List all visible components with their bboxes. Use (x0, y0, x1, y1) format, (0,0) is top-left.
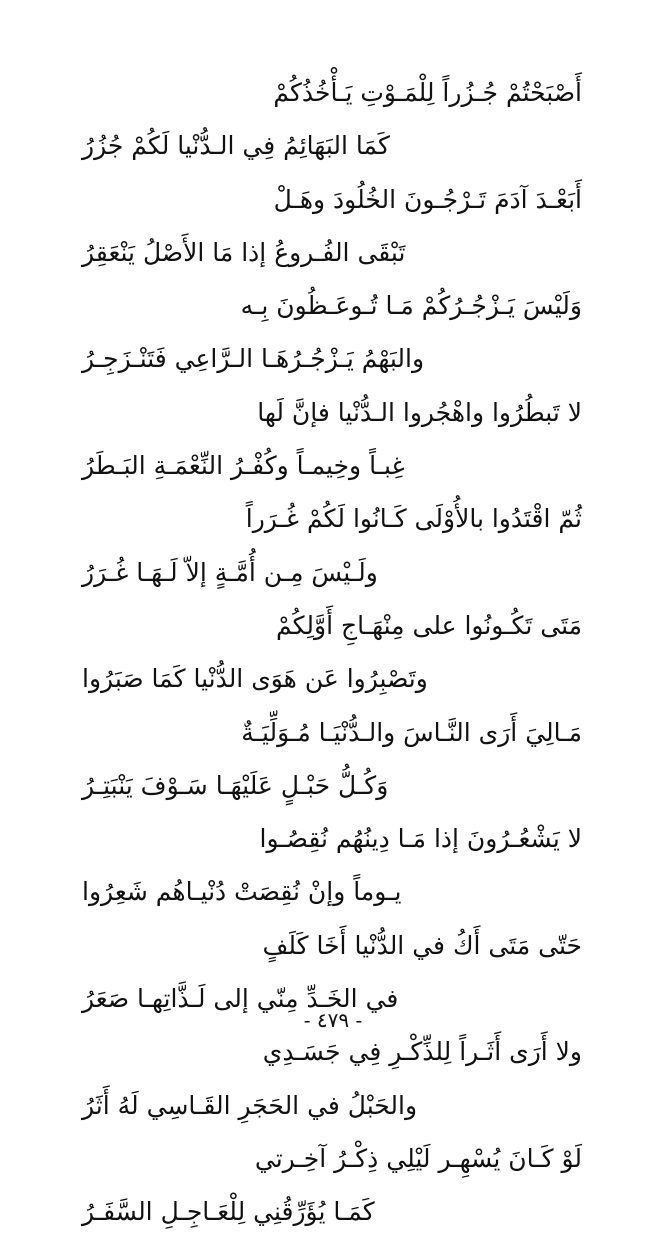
poem-verses (60, 66, 606, 1239)
verse-8-second-half: يـوماً وإنْ نُقِصَتْ دُنْيـاهُم شَعِرُوا (82, 877, 402, 907)
verse-6-second-half: وتَصْبِرُوا عَن هَوَى الدُّنْيا كَمَا صَبَرُوا (82, 664, 428, 694)
verse-3-second-half: والبَهْمُ يَـزْجُـرُهَـا الـرَّاعِي فَتَنْـزَجِـرُ (82, 344, 425, 374)
verse-11-first-half: لَوْ كَـانَ يُسْهِـر لَيْلِي ذِكْـرُ آخِـرتي (254, 1143, 582, 1173)
verse-4-second-half: غِبـاً وخِيمـاً وكُفْـرُ النِّعْمَـةِ البَـطَرُ (82, 451, 405, 481)
verse-4-first-half: لا تَبطُرُوا واهْجُروا الـدُّنْيا فإنَّ لَها (257, 397, 582, 427)
verse-1-first-half: أَصْبَحْتُمْ جُـزُراً لِلْمَـوْتِ يَـأْخُذُكُمْ (273, 78, 582, 107)
verse-5-second-half: ولَـيْسَ مِـن أُمَّـةٍ إلاّ لَـهَـا غُـرَرُ (82, 557, 378, 587)
verse-2-first-half: أَبَعْـدَ آدَمَ تَـرْجُـونَ الخُلُودَ وهَـلْ (273, 184, 582, 214)
verse-6-first-half: مَتَى تَكُـونُوا على مِنْهَـاجِ أَوَّلِكُمْ (275, 610, 582, 640)
verse-1-second-half: كَمَا البَهَائِمُ فِي الـدُّنْيا لَكُمْ جُزُرُ (82, 131, 390, 161)
verse-3-first-half: وَلَيْسَ يَـزْجُـرُكُمْ مَـا تُـوعَـظُونَ بِـه (240, 291, 582, 321)
verse-7-second-half: وَكُـلُّ حَبْـلٍ عَلَيْهَـا سَـوْفَ يَنْبَتِـرُ (82, 770, 389, 800)
verse-9-first-half: حَتّى مَتَى أَكُ في الدُّنْيا أَخَا كَلَفٍ (262, 930, 582, 960)
verse-11-second-half: كَمَـا يُؤَرِّقُنِي لِلْعَـاجِـلِ السَّفَـرُ (82, 1197, 375, 1227)
verse-7-first-half: مَـالِيَ أَرَى النَّـاسَ والـدُّنْيَـا مُـوَلِّيَـةٌ (241, 717, 582, 747)
verse-10-second-half: والحَبْلُ في الحَجَرِ القَـاسِي لَهُ أَثَرُ (82, 1090, 418, 1120)
verse-9-second-half: في الخَـدِّ مِنّي إلى لَـذَّاتِهـا صَعَرُ (82, 984, 399, 1014)
verse-2-second-half: تَبْقَى الفُـروعُ إذا مَا الأَصْلُ يَنْعَقِرُ (82, 237, 406, 267)
verse-8-first-half: لا يَشْعُـرُونَ إذا مَـا دِينُهُم نُقِصُـوا (259, 824, 582, 854)
verse-10-first-half: ولا أَرَى أَثَـراً لِلذِّكْـرِ فِي جَسَـدِي (262, 1037, 582, 1067)
page-number: - ٤٧٩ - (303, 1008, 363, 1032)
verse-5-first-half: ثُمّ اقْتَدُوا بالأُوْلَى كَـانُوا لَكُمْ غُـرَراً (245, 504, 582, 534)
